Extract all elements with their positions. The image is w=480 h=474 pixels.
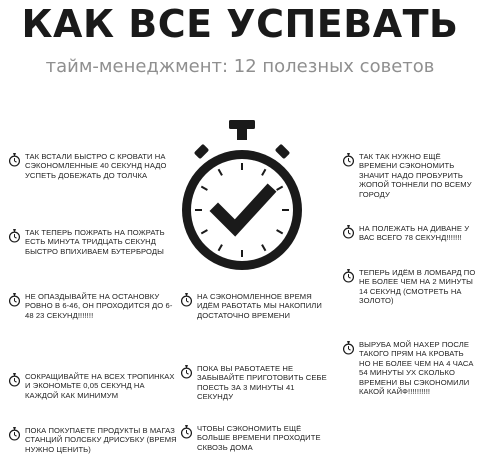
page-title: КАК ВСЕ УСПЕВАТЬ (21, 2, 459, 46)
tip-text: СОКРАЩИВАЙТЕ НА ВСЕХ ТРОПИНКАХ И ЭКОНОМЬТЕ 0,05 СЕКУНД НА КАЖДОЙ КАК МИНИМУМ (25, 372, 175, 400)
tip-text: ТЕПЕРЬ ИДЁМ В ЛОМБАРД ПО НЕ БОЛЕЕ ЧЕМ НА 2 МИНУТЫ 14 СЕКУНД (СМОТРЕТЬ НА ЗОЛОТО) (359, 268, 476, 306)
tip-item (8, 426, 178, 454)
tip-text: ВЫРУБА МОЙ НАХЕР ПОСЛЕ ТАКОГО ПРЯМ НА КРОВАТЬ НО НЕ БОЛЕЕ ЧЕМ НА 4 ЧАСА 54 МИНУТЫ УХ СКОЛЬКО ВРЕМЕНИ ВЫ СЭКОНОМИЛИ КАКОЙ КАЙФ!!!!!!!!!! (359, 340, 474, 397)
tip-item (8, 152, 178, 180)
clock-icon (180, 365, 193, 379)
tip-text: ТАК ВСТАЛИ БЫСТРО С КРОВАТИ НА СЭКОНОМЛЕННЫЕ 40 СЕКУНД НАДО УСПЕТЬ ДОБЕЖАТЬ ДО ТОЛЧКА (25, 152, 167, 180)
tip-text: ПОКА ПОКУПАЕТЕ ПРОДУКТЫ В МАГАЗ СТАНЦИЙ ПОЛСБКУ ДРИСУБКУ (ВРЕМЯ НУЖНО ЦЕНИТЬ) (25, 426, 177, 454)
tip-item (180, 292, 330, 320)
tip-item (8, 228, 178, 256)
tip-item (180, 364, 330, 402)
tip-text: НЕ ОПАЗДЫВАЙТЕ НА ОСТАНОВКУ РОВНО В 6-46, ОН ПРОХОДИТСЯ ДО 6-48 23 СЕКУНД!!!!!!! (25, 292, 173, 320)
clock-icon (342, 269, 355, 283)
tip-text: ТАК ТЕПЕРЬ ПОЖРАТЬ НА ПОЖРАТЬ ЕСТЬ МИНУТА ТРИДЦАТЬ СЕКУНД БЫСТРО ВПИХИВАЕМ БУТЕРБРОДЫ (25, 228, 165, 256)
clock-icon (8, 373, 21, 387)
clock-icon (180, 293, 193, 307)
tip-text: ЧТОБЫ СЭКОНОМИТЬ ЕЩЁ БОЛЬШЕ ВРЕМЕНИ ПРОХОДИТЕ СКВОЗЬ ДОМА (197, 424, 321, 452)
tip-item (342, 224, 476, 243)
tip-item (180, 424, 330, 452)
clock-icon (342, 225, 355, 239)
tip-item (342, 268, 476, 306)
clock-icon (180, 425, 193, 439)
tip-item (8, 292, 178, 320)
clock-icon (8, 427, 21, 441)
tip-item (342, 152, 476, 199)
clock-icon (8, 229, 21, 243)
tip-item (8, 372, 178, 400)
tip-text: ТАК ТАК НУЖНО ЕЩЁ ВРЕМЕНИ СЭКОНОМИТЬ ЗНАЧИТ НАДО ПРОБУРИТЬ ЖОПОЙ ТОННЕЛИ ПО ВСЕМУ ГОРОДУ (359, 152, 472, 199)
clock-icon (342, 153, 355, 167)
tip-text: ПОКА ВЫ РАБОТАЕТЕ НЕ ЗАБЫВАЙТЕ ПРИГОТОВИТЬ СЕБЕ ПОЕСТЬ ЗА 3 МИНУТЫ 41 СЕКУНДУ (197, 364, 327, 402)
stopwatch-check-icon (180, 118, 304, 284)
tip-text: НА СЭКОНОМЛЕННОЕ ВРЕМЯ ИДЁМ РАБОТАТЬ МЫ НАКОПИЛИ ДОСТАТОЧНО ВРЕМЕНИ (197, 292, 322, 320)
clock-icon (8, 153, 21, 167)
page-subtitle: тайм-менеджмент: 12 полезных советов (45, 56, 435, 77)
clock-icon (342, 341, 355, 355)
clock-icon (8, 293, 21, 307)
tip-item (342, 340, 476, 396)
tip-text: НА ПОЛЕЖАТЬ НА ДИВАНЕ У ВАС ВСЕГО 78 СЕКУНД!!!!!!! (359, 224, 470, 243)
